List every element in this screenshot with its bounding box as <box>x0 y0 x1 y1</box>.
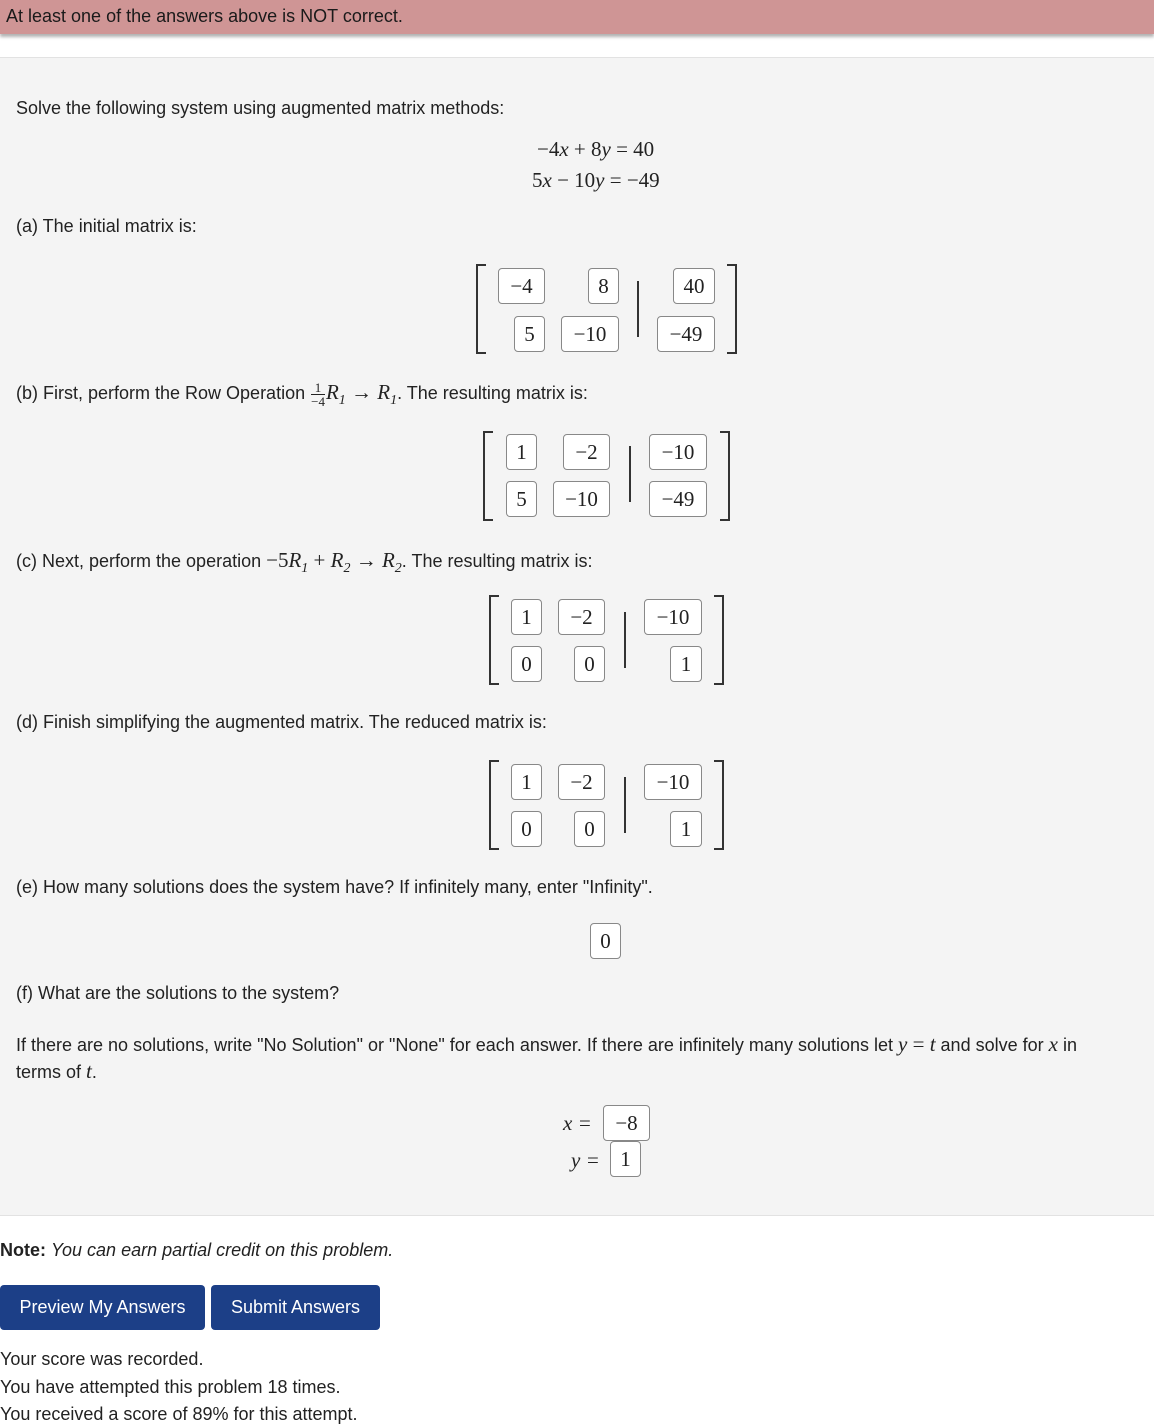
eq2-var-y: y <box>595 168 605 192</box>
matrix-a-cell-r2c2[interactable]: −10 <box>561 316 619 352</box>
status-line-2: You have attempted this problem 18 times. <box>0 1377 341 1397</box>
eq2-rhs: = −49 <box>604 168 660 192</box>
note <box>0 1240 393 1261</box>
alert-text: At least one of the answers above is NOT correct. <box>6 6 403 26</box>
matrix-b-cell-r1c3[interactable]: −10 <box>649 434 707 470</box>
equation-1 <box>537 137 654 162</box>
matrix-d-right-bracket <box>714 760 724 850</box>
instructions-text-2: and solve for <box>940 1035 1044 1055</box>
matrix-d-cell-r1c3[interactable]: −10 <box>644 764 702 800</box>
eq1-coef-x: −4 <box>537 137 560 161</box>
matrix-c-cell-r2c2[interactable]: 0 <box>574 646 605 682</box>
note-label: Note: <box>0 1240 46 1260</box>
preview-answers-button[interactable]: Preview My Answers <box>0 1285 205 1330</box>
matrix-a-cell-r1c2[interactable]: 8 <box>588 268 619 304</box>
row-op-fraction <box>311 381 325 408</box>
matrix-b-cell-r2c1[interactable]: 5 <box>506 481 537 517</box>
y-answer-input[interactable]: 1 <box>610 1141 641 1177</box>
matrix-b-cell-r2c2[interactable]: −10 <box>553 481 610 517</box>
note-text: You can earn partial credit on this problem. <box>51 1240 394 1260</box>
matrix-b-cell-r1c2[interactable]: −2 <box>563 434 610 470</box>
alert-banner <box>0 0 1154 34</box>
part-c-prefix: (c) Next, perform the operation <box>16 551 262 571</box>
row-op-b: $R_1 \to R_1$ <box>325 380 398 409</box>
matrix-d-left-bracket <box>489 760 499 850</box>
instructions-text-1: If there are no solutions, write "No Solution" or "None" for each answer. If there are infinitely many solutions let <box>16 1035 893 1055</box>
matrix-a-left-bracket <box>476 264 486 354</box>
fraction-numerator: 1 <box>311 381 325 395</box>
instructions-line-2: terms of t. <box>16 1059 97 1083</box>
matrix-c-cell-r1c2[interactable]: −2 <box>558 599 605 635</box>
part-c-suffix: . The resulting matrix is: <box>401 551 593 571</box>
matrix-b-right-bracket <box>720 431 730 521</box>
matrix-c-divider <box>624 612 626 668</box>
var-x: x <box>1048 1032 1058 1056</box>
status-line-3: You received a score of 89% for this attempt. <box>0 1404 358 1424</box>
part-a-label: (a) The initial matrix is: <box>16 216 197 236</box>
eq2-var-x: x <box>542 168 552 192</box>
matrix-a-divider <box>637 281 639 337</box>
matrix-a-cell-r1c1[interactable]: −4 <box>498 268 545 304</box>
matrix-a-right-bracket <box>727 264 737 354</box>
eq1-coef-y: + 8 <box>568 137 602 161</box>
status-line-1: Your score was recorded. <box>0 1349 204 1369</box>
instructions-line-1 <box>16 1032 1077 1057</box>
x-answer-input[interactable]: −8 <box>603 1105 650 1141</box>
matrix-a-cell-r1c3[interactable]: 40 <box>673 268 715 304</box>
eq1-var-y: y <box>601 137 611 161</box>
row-op-c: $-5R_1 + R_2 \to R_2$ <box>266 548 402 577</box>
matrix-a-cell-r2c3[interactable]: −49 <box>657 316 715 352</box>
matrix-c-cell-r1c1[interactable]: 1 <box>511 599 542 635</box>
x-label: x = <box>563 1111 592 1135</box>
instructions-text-3: in <box>1062 1035 1077 1055</box>
instructions-text-4: terms of <box>16 1062 82 1082</box>
eq1-var-x: x <box>559 137 569 161</box>
var-t: t <box>86 1059 92 1083</box>
equation-2 <box>532 168 660 193</box>
matrix-a-cell-r2c1[interactable]: 5 <box>514 316 545 352</box>
eq2-coef-x: 5 <box>532 168 543 192</box>
eq2-coef-y: − 10 <box>551 168 596 192</box>
part-c-label <box>16 548 593 577</box>
matrix-d-cell-r2c3[interactable]: 1 <box>670 811 702 847</box>
part-b-suffix: . The resulting matrix is: <box>397 383 588 403</box>
matrix-b-divider <box>629 446 631 502</box>
matrix-c-cell-r1c3[interactable]: −10 <box>644 599 702 635</box>
y-label: y = <box>571 1148 600 1172</box>
matrix-b-cell-r1c1[interactable]: 1 <box>506 434 537 470</box>
matrix-b-left-bracket <box>483 431 493 521</box>
matrix-c-left-bracket <box>489 595 499 685</box>
part-b-label <box>16 380 588 409</box>
matrix-d-cell-r1c2[interactable]: −2 <box>558 764 605 800</box>
fraction-denominator: −4 <box>311 393 325 409</box>
let-y-equals-t: y = t <box>898 1032 936 1056</box>
matrix-d-divider <box>624 777 626 833</box>
matrix-c-right-bracket <box>714 595 724 685</box>
matrix-d-cell-r2c1[interactable]: 0 <box>511 811 542 847</box>
matrix-c-cell-r2c3[interactable]: 1 <box>670 646 702 682</box>
matrix-d-cell-r1c1[interactable]: 1 <box>511 764 542 800</box>
matrix-b-cell-r2c3[interactable]: −49 <box>649 481 707 517</box>
part-f-label: (f) What are the solutions to the system? <box>16 983 340 1003</box>
matrix-d-cell-r2c2[interactable]: 0 <box>574 811 605 847</box>
part-d-label: (d) Finish simplifying the augmented matrix. The reduced matrix is: <box>16 712 547 732</box>
submit-answers-button[interactable]: Submit Answers <box>211 1285 380 1330</box>
problem-intro: Solve the following system using augmented matrix methods: <box>16 98 505 118</box>
part-e-label: (e) How many solutions does the system have? If infinitely many, enter "Infinity". <box>16 877 653 897</box>
num-solutions-input[interactable]: 0 <box>590 923 621 959</box>
eq1-rhs: = 40 <box>610 137 655 161</box>
part-b-prefix: (b) First, perform the Row Operation <box>16 383 306 403</box>
matrix-c-cell-r2c1[interactable]: 0 <box>511 646 542 682</box>
